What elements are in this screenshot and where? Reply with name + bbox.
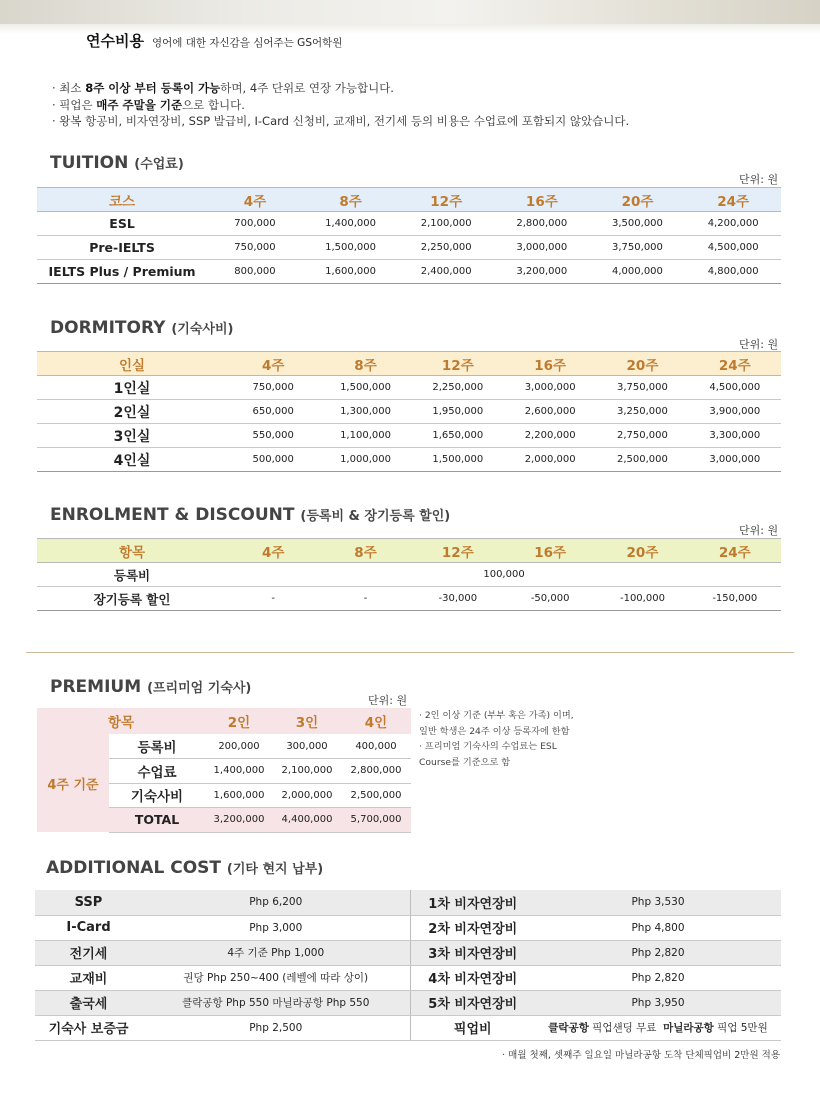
price-cell: 3,750,000 bbox=[596, 376, 688, 400]
cost-value: Php 3,000 bbox=[142, 915, 410, 940]
table-row bbox=[35, 940, 781, 965]
price-cell: 4,000,000 bbox=[590, 260, 686, 284]
dormitory-header-row bbox=[37, 352, 781, 376]
premium-col-header: 3인 bbox=[273, 708, 341, 734]
price-cell: 2,250,000 bbox=[412, 376, 504, 400]
table-row bbox=[37, 376, 781, 400]
page-title-main: 연수비용 bbox=[86, 32, 144, 50]
row-label: TOTAL bbox=[109, 808, 205, 833]
pickup-footnote: · 매월 첫째, 셋째주 일요일 마닐라공항 도착 단체픽업비 2만원 적용 bbox=[502, 1050, 780, 1061]
price-cell: 550,000 bbox=[227, 424, 319, 448]
row-label: 4인실 bbox=[37, 448, 227, 472]
premium-col-header: 항목 bbox=[37, 708, 205, 734]
page-title-subtitle: 영어에 대한 자신감을 심어주는 GS어학원 bbox=[151, 37, 343, 49]
additional-section-title: ADDITIONAL COST (기타 현지 납부) bbox=[46, 858, 324, 878]
enrolment-fee-value: 100,000 bbox=[227, 563, 781, 587]
price-cell: 750,000 bbox=[227, 376, 319, 400]
price-cell: 1,100,000 bbox=[319, 424, 411, 448]
premium-section-title: PREMIUM (프리미엄 기숙사) bbox=[50, 677, 252, 697]
dormitory-col-header: 20주 bbox=[626, 357, 659, 374]
price-cell: 2,400,000 bbox=[398, 260, 494, 284]
note-line-3: · 왕복 항공비, 비자연장비, SSP 발급비, I-Card 신청비, 교재비, 전기세 등의 비용은 수업료에 포함되지 않았습니다. bbox=[52, 114, 630, 128]
price-cell: 3,250,000 bbox=[596, 400, 688, 424]
enrolment-col-header: 4주 bbox=[261, 544, 285, 561]
tuition-col-header: 8주 bbox=[339, 193, 362, 210]
cost-label: 교재비 bbox=[35, 965, 142, 990]
enrolment-col-header: 16주 bbox=[534, 544, 567, 561]
price-cell: 500,000 bbox=[227, 448, 319, 472]
price-cell: 3,500,000 bbox=[590, 212, 686, 236]
row-label: 1인실 bbox=[37, 376, 227, 400]
tuition-header-row bbox=[37, 188, 781, 212]
table-row bbox=[37, 212, 781, 236]
cost-label: 출국세 bbox=[35, 990, 142, 1015]
pickup-clark-label: 클락공항 bbox=[548, 1022, 589, 1034]
cost-value: Php 4,800 bbox=[535, 915, 781, 940]
premium-col-header: 4인 bbox=[341, 708, 411, 734]
price-cell: 2,500,000 bbox=[341, 783, 411, 808]
price-cell: 2,800,000 bbox=[341, 759, 411, 784]
premium-note-line: 일반 학생은 24주 이상 등록자에 한함 bbox=[419, 725, 570, 737]
discount-cell: -50,000 bbox=[504, 587, 596, 611]
price-cell: 1,600,000 bbox=[303, 260, 399, 284]
price-cell: 1,650,000 bbox=[412, 424, 504, 448]
row-label: ESL bbox=[37, 212, 207, 236]
discount-cell: -150,000 bbox=[689, 587, 781, 611]
discount-cell: - bbox=[227, 587, 319, 611]
enrolment-header-row bbox=[37, 539, 781, 563]
row-label: 등록비 bbox=[37, 563, 227, 587]
cost-label: 전기세 bbox=[35, 940, 142, 965]
premium-table bbox=[37, 708, 411, 833]
table-row bbox=[37, 587, 781, 611]
dormitory-col-header: 4주 bbox=[261, 357, 285, 374]
premium-header-row bbox=[37, 708, 411, 734]
cost-label: 3차 비자연장비 bbox=[410, 940, 535, 965]
price-cell: 300,000 bbox=[273, 734, 341, 759]
general-notes bbox=[52, 80, 792, 130]
price-cell: 1,950,000 bbox=[412, 400, 504, 424]
tuition-table bbox=[37, 187, 781, 284]
table-row bbox=[37, 448, 781, 472]
price-cell: 2,250,000 bbox=[398, 236, 494, 260]
table-row bbox=[37, 734, 411, 759]
enrolment-table bbox=[37, 538, 781, 611]
price-cell: 3,900,000 bbox=[689, 400, 781, 424]
price-cell: 3,300,000 bbox=[689, 424, 781, 448]
table-row bbox=[35, 1015, 781, 1040]
cost-value: Php 2,820 bbox=[535, 940, 781, 965]
tuition-col-header: 24주 bbox=[717, 193, 750, 210]
row-label: Pre-IELTS bbox=[37, 236, 207, 260]
price-cell: 2,200,000 bbox=[504, 424, 596, 448]
price-cell: 4,500,000 bbox=[685, 236, 781, 260]
row-label: 수업료 bbox=[109, 759, 205, 784]
price-cell: 200,000 bbox=[205, 734, 273, 759]
table-row bbox=[37, 400, 781, 424]
enrolment-col-header: 항목 bbox=[118, 544, 146, 561]
price-cell: 1,400,000 bbox=[205, 759, 273, 784]
price-cell: 700,000 bbox=[207, 212, 303, 236]
cost-value: Php 6,200 bbox=[142, 890, 410, 915]
cost-value: 클락공항 Php 550 마닐라공항 Php 550 bbox=[142, 990, 410, 1015]
tuition-unit-label: 단위: 원 bbox=[739, 173, 779, 186]
price-cell: 2,000,000 bbox=[504, 448, 596, 472]
price-cell: 1,400,000 bbox=[303, 212, 399, 236]
price-cell: 750,000 bbox=[207, 236, 303, 260]
pickup-manila-label: 마닐라공항 bbox=[663, 1022, 714, 1034]
premium-notes bbox=[419, 708, 609, 770]
price-cell: 650,000 bbox=[227, 400, 319, 424]
enrolment-col-header: 20주 bbox=[626, 544, 659, 561]
cost-value: Php 3,950 bbox=[535, 990, 781, 1015]
table-row bbox=[35, 965, 781, 990]
tuition-col-header: 코스 bbox=[109, 193, 136, 210]
tuition-col-header: 20주 bbox=[621, 193, 654, 210]
price-cell: 1,500,000 bbox=[319, 376, 411, 400]
table-row bbox=[35, 890, 781, 915]
discount-cell: -30,000 bbox=[412, 587, 504, 611]
top-decor-band bbox=[0, 0, 820, 24]
row-label: 장기등록 할인 bbox=[37, 587, 227, 611]
price-cell: 4,500,000 bbox=[689, 376, 781, 400]
premium-note-line: · 2인 이상 기준 (부부 혹은 가족) 이며, bbox=[419, 710, 574, 721]
dormitory-section-title: DORMITORY (기숙사비) bbox=[50, 318, 234, 338]
enrolment-section-title: ENROLMENT & DISCOUNT (등록비 & 장기등록 할인) bbox=[50, 505, 451, 525]
price-cell: 2,100,000 bbox=[398, 212, 494, 236]
price-cell: 3,200,000 bbox=[205, 808, 273, 833]
price-cell: 1,500,000 bbox=[412, 448, 504, 472]
price-cell: 1,600,000 bbox=[205, 783, 273, 808]
premium-unit-label: 단위: 원 bbox=[368, 694, 408, 707]
premium-col-header: 2인 bbox=[205, 708, 273, 734]
enrolment-col-header: 8주 bbox=[354, 544, 377, 561]
dormitory-col-header: 16주 bbox=[534, 357, 567, 374]
cost-label: 픽업비 bbox=[410, 1015, 535, 1040]
table-row bbox=[37, 563, 781, 587]
price-cell: 2,500,000 bbox=[596, 448, 688, 472]
enrolment-unit-label: 단위: 원 bbox=[739, 524, 779, 537]
price-cell: 1,500,000 bbox=[303, 236, 399, 260]
cost-value: Php 2,820 bbox=[535, 965, 781, 990]
discount-cell: - bbox=[319, 587, 411, 611]
table-row bbox=[37, 424, 781, 448]
dormitory-col-header: 12주 bbox=[441, 357, 474, 374]
premium-base-label: 4주 기준 bbox=[37, 734, 109, 832]
pickup-clark-text: 픽업샌딩 무료 bbox=[588, 1022, 664, 1034]
price-cell: 800,000 bbox=[207, 260, 303, 284]
dormitory-col-header: 8주 bbox=[354, 357, 377, 374]
dormitory-col-header: 인실 bbox=[118, 357, 146, 374]
price-cell: 2,600,000 bbox=[504, 400, 596, 424]
price-cell: 3,750,000 bbox=[590, 236, 686, 260]
cost-label: 1차 비자연장비 bbox=[410, 890, 535, 915]
cost-label: 5차 비자연장비 bbox=[410, 990, 535, 1015]
row-label: 등록비 bbox=[109, 734, 205, 759]
price-cell: 3,000,000 bbox=[494, 236, 590, 260]
tuition-col-header: 16주 bbox=[525, 193, 558, 210]
pickup-cost-value bbox=[535, 1015, 781, 1040]
section-divider bbox=[26, 652, 794, 653]
price-cell: 3,000,000 bbox=[504, 376, 596, 400]
cost-value: Php 2,500 bbox=[142, 1015, 410, 1040]
page-title bbox=[86, 30, 342, 52]
price-cell: 5,700,000 bbox=[341, 808, 411, 833]
cost-label: SSP bbox=[35, 890, 142, 915]
price-cell: 4,400,000 bbox=[273, 808, 341, 833]
dormitory-col-header: 24주 bbox=[718, 357, 751, 374]
price-cell: 400,000 bbox=[341, 734, 411, 759]
premium-note-line: Course를 기준으로 함 bbox=[419, 756, 511, 768]
tuition-col-header: 4주 bbox=[243, 193, 267, 210]
row-label: IELTS Plus / Premium bbox=[37, 260, 207, 284]
cost-label: I-Card bbox=[35, 915, 142, 940]
price-cell: 2,100,000 bbox=[273, 759, 341, 784]
enrolment-col-header: 24주 bbox=[718, 544, 751, 561]
note-line-2: · 픽업은 매주 주말을 기준으로 합니다. bbox=[52, 97, 245, 112]
row-label: 3인실 bbox=[37, 424, 227, 448]
price-cell: 1,000,000 bbox=[319, 448, 411, 472]
tuition-col-header: 12주 bbox=[430, 193, 463, 210]
cost-value: 4주 기준 Php 1,000 bbox=[142, 940, 410, 965]
cost-value: 권당 Php 250~400 (레벨에 따라 상이) bbox=[142, 965, 410, 990]
cost-value: Php 3,530 bbox=[535, 890, 781, 915]
pickup-manila-text: 픽업 5만원 bbox=[713, 1022, 768, 1034]
table-row bbox=[37, 236, 781, 260]
tuition-section-title: TUITION (수업료) bbox=[50, 153, 184, 173]
price-cell: 4,200,000 bbox=[685, 212, 781, 236]
price-cell: 3,200,000 bbox=[494, 260, 590, 284]
cost-label: 2차 비자연장비 bbox=[410, 915, 535, 940]
price-cell: 2,750,000 bbox=[596, 424, 688, 448]
table-row bbox=[35, 915, 781, 940]
cost-label: 기숙사 보증금 bbox=[35, 1015, 142, 1040]
additional-cost-table bbox=[35, 890, 781, 1041]
row-label: 기숙사비 bbox=[109, 783, 205, 808]
cost-label: 4차 비자연장비 bbox=[410, 965, 535, 990]
table-row bbox=[37, 260, 781, 284]
enrolment-col-header: 12주 bbox=[441, 544, 474, 561]
premium-note-line: · 프리미엄 기숙사의 수업료는 ESL bbox=[419, 741, 557, 752]
price-cell: 2,800,000 bbox=[494, 212, 590, 236]
discount-cell: -100,000 bbox=[596, 587, 688, 611]
note-line-1: · 최소 8주 이상 부터 등록이 가능하며, 4주 단위로 연장 가능합니다. bbox=[52, 81, 394, 95]
price-cell: 3,000,000 bbox=[689, 448, 781, 472]
price-cell: 1,300,000 bbox=[319, 400, 411, 424]
price-cell: 2,000,000 bbox=[273, 783, 341, 808]
dormitory-table bbox=[37, 351, 781, 472]
price-cell: 4,800,000 bbox=[685, 260, 781, 284]
dormitory-unit-label: 단위: 원 bbox=[739, 338, 779, 351]
row-label: 2인실 bbox=[37, 400, 227, 424]
table-row bbox=[35, 990, 781, 1015]
